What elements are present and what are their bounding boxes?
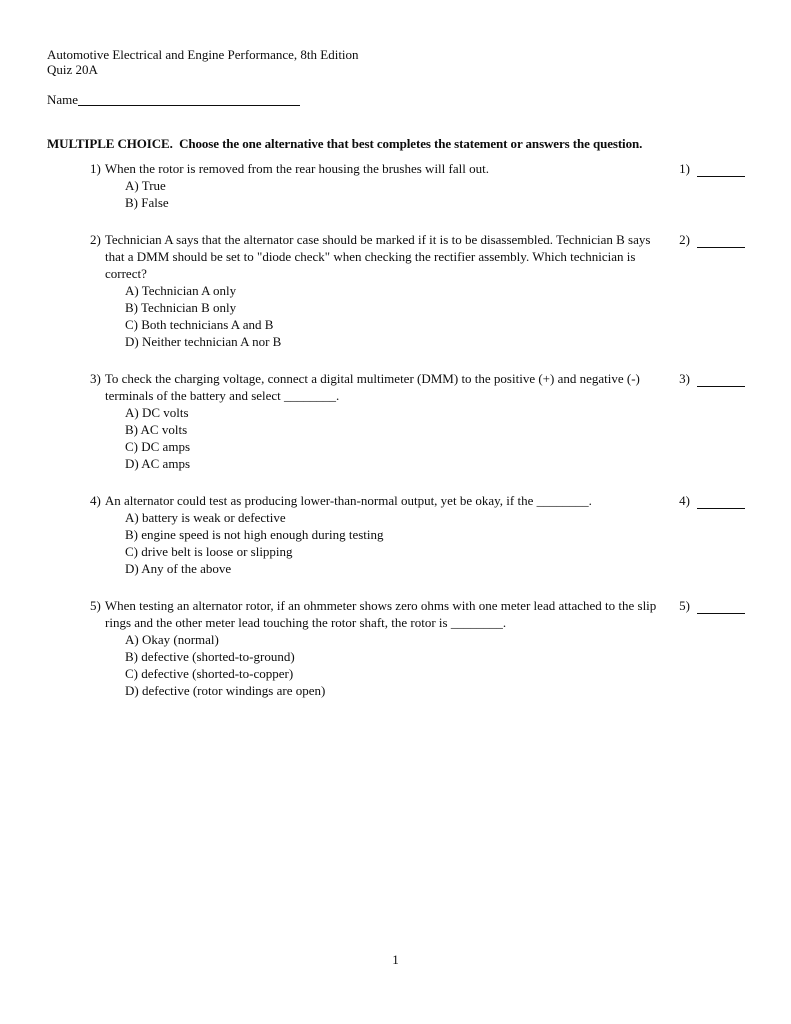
- question-row: [90, 597, 745, 699]
- answer-area: [679, 370, 745, 387]
- question-body: [90, 492, 592, 577]
- question-text: When the rotor is removed from the rear housing the brushes will fall out.: [104, 161, 489, 176]
- answer-option: C) Both technicians A and B: [125, 317, 274, 332]
- answer-option: A) DC volts: [125, 405, 189, 420]
- answer-option: B) AC volts: [125, 422, 188, 437]
- answer-option: A) True: [125, 178, 166, 193]
- answer-number: 1): [679, 161, 690, 176]
- question-number: 5): [90, 598, 101, 613]
- answer-number: 5): [679, 598, 690, 613]
- question-row: [90, 160, 745, 211]
- answer-area: [679, 597, 745, 614]
- question-text: An alternator could test as producing lower-than-normal output, yet be okay, if the ________.: [104, 493, 592, 508]
- name-blank-field[interactable]: [78, 92, 300, 106]
- options-list: [125, 509, 592, 577]
- answer-blank[interactable]: [697, 373, 745, 387]
- questions-list: [90, 160, 745, 719]
- question-number: 1): [90, 161, 101, 176]
- instructions-heading: MULTIPLE CHOICE. Choose the one alternative that best completes the statement or answers the question.: [47, 136, 643, 151]
- answer-option: B) False: [125, 195, 169, 210]
- answer-option: B) Technician B only: [125, 300, 237, 315]
- question-text: When testing an alternator rotor, if an ohmmeter shows zero ohms with one meter lead attached to the slip rings and the other meter lead touching the rotor shaft, the rotor is ________.: [104, 598, 657, 630]
- question-statement: [90, 597, 668, 631]
- answer-option: B) defective (shorted-to-ground): [125, 649, 295, 664]
- question-row: [90, 231, 745, 350]
- page-number: 1: [392, 952, 399, 967]
- answer-option: B) engine speed is not high enough during testing: [125, 527, 384, 542]
- answer-option: D) AC amps: [125, 456, 190, 471]
- question-statement: [90, 492, 592, 509]
- quiz-number: Quiz 20A: [47, 62, 98, 77]
- question-body: [90, 160, 489, 211]
- question-body: [90, 370, 668, 472]
- name-line: [47, 90, 300, 108]
- document-header: [47, 47, 359, 77]
- options-list: [125, 177, 489, 211]
- question-text: Technician A says that the alternator case should be marked if it is to be disassembled. Technician B says that a DMM should be set to "diode check" when checking the rectifier assembly. Which technician is correct?: [104, 232, 651, 281]
- answer-option: A) battery is weak or defective: [125, 510, 286, 525]
- question-number: 3): [90, 371, 101, 386]
- question-row: [90, 370, 745, 472]
- question-row: [90, 492, 745, 577]
- answer-area: [679, 492, 745, 509]
- answer-number: 3): [679, 371, 690, 386]
- answer-blank[interactable]: [697, 600, 745, 614]
- options-list: [125, 282, 668, 350]
- answer-option: C) drive belt is loose or slipping: [125, 544, 293, 559]
- question-number: 2): [90, 232, 101, 247]
- options-list: [125, 631, 668, 699]
- answer-option: D) defective (rotor windings are open): [125, 683, 326, 698]
- answer-area: [679, 160, 745, 177]
- question-text: To check the charging voltage, connect a digital multimeter (DMM) to the positive (+) and negative (-) terminals of the battery and select ________.: [104, 371, 640, 403]
- question-number: 4): [90, 493, 101, 508]
- answer-blank[interactable]: [697, 163, 745, 177]
- question-statement: [90, 370, 668, 404]
- answer-option: A) Okay (normal): [125, 632, 219, 647]
- answer-area: [679, 231, 745, 248]
- answer-option: D) Neither technician A nor B: [125, 334, 282, 349]
- answer-number: 4): [679, 493, 690, 508]
- name-label: Name: [47, 92, 79, 107]
- answer-blank[interactable]: [697, 495, 745, 509]
- question-body: [90, 231, 668, 350]
- answer-option: C) DC amps: [125, 439, 190, 454]
- answer-blank[interactable]: [697, 234, 745, 248]
- answer-number: 2): [679, 232, 690, 247]
- question-statement: [90, 231, 668, 282]
- answer-option: C) defective (shorted-to-copper): [125, 666, 294, 681]
- answer-option: A) Technician A only: [125, 283, 237, 298]
- question-statement: [90, 160, 489, 177]
- document-title: Automotive Electrical and Engine Performance, 8th Edition: [47, 47, 359, 62]
- question-body: [90, 597, 668, 699]
- answer-option: D) Any of the above: [125, 561, 232, 576]
- options-list: [125, 404, 668, 472]
